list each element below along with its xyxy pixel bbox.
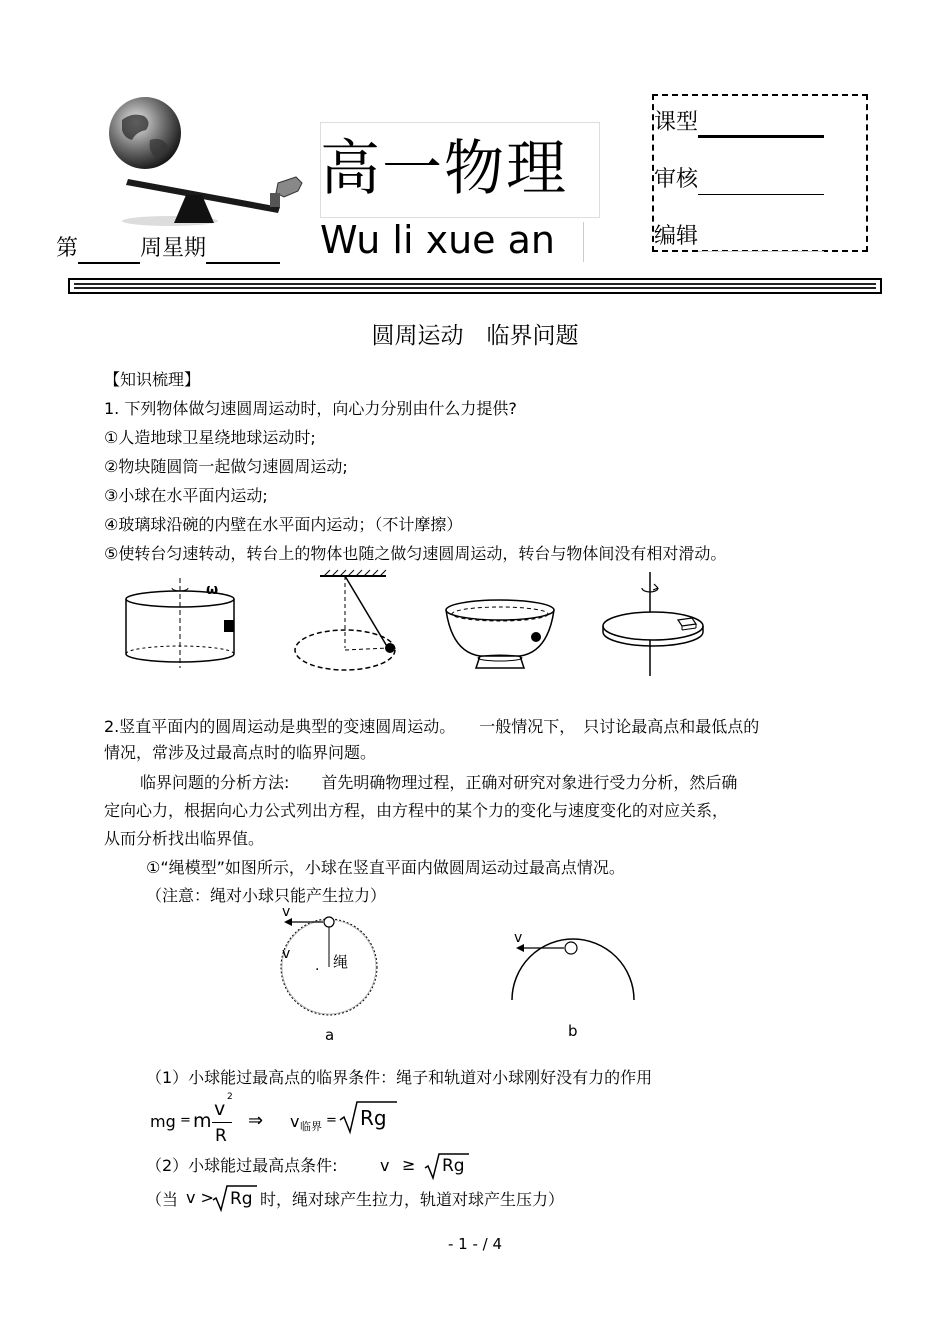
cond-v: v [380,1156,390,1175]
eq-root-Rg: Rg [360,1106,387,1130]
cond3-v: v > [186,1188,214,1207]
eq-v: v [290,1112,300,1131]
field-label-review: 审核 [654,167,699,192]
velocity-label-a: v [282,904,291,920]
eq-subscript-critical: 临界 [300,1120,322,1133]
item-4: ④玻璃球沿碗的内壁在水平面内运动；（不计摩擦） [104,515,463,534]
track-arc-figure-b [500,926,650,1046]
week-line [56,234,280,264]
eq-implies-arrow: ⇒ [248,1110,264,1131]
condition-3 [146,1184,626,1216]
field-course-type [654,108,824,138]
weekday-blank[interactable] [206,244,280,264]
rope-model-note: （注意：绳对小球只能产生拉力） [146,886,387,905]
center-dot: . [315,958,320,974]
field-editor [654,222,824,252]
figure-a-caption: a [325,1026,335,1044]
page-number: - 1 - / 4 [447,1235,503,1253]
seesaw-globe-logo [100,95,315,235]
doc-heading: 圆周运动 临界问题 [371,323,579,349]
section-tag: 【知识梳理】 [104,370,201,389]
week-prefix: 第 [56,236,79,261]
question-1: 1. 下列物体做匀速圆周运动时，向心力分别由什么力提供? [104,399,517,418]
paragraph-2-line-1: 2.竖直平面内的圆周运动是典型的变速圆周运动。 一般情况下， 只讨论最高点和最低点的 [104,717,760,736]
equation-critical-velocity [150,1092,450,1152]
figure-b-caption: b [568,1022,578,1040]
header-divider [68,278,882,294]
cond3-root-Rg: Rg [230,1189,253,1209]
page-title: 高一物理 [320,134,568,204]
cond-root-Rg: Rg [442,1156,465,1176]
rope-label: 绳 [333,953,349,971]
item-1: ①人造地球卫星绕地球运动时; [104,428,316,447]
editor-blank[interactable] [698,225,824,252]
equation-condition [380,1150,500,1182]
condition-2: （2）小球能过最高点条件: [146,1156,338,1175]
velocity-label-b: v [514,930,523,946]
eq-equals: = [180,1113,191,1128]
field-review [654,165,824,195]
condition-1: （1）小球能过最高点的临界条件：绳子和轨道对小球刚好没有力的作用 [146,1068,653,1087]
cond-ge: ≥ [402,1155,416,1174]
paragraph-3-line-2: 定向心力，根据向心力公式列出方程，由方程中的某个力的变化与速度变化的对应关系， [104,801,729,820]
cond3-suffix: 时，绳对球产生拉力，轨道对球产生压力） [260,1190,565,1209]
item-3: ③小球在水平面内运动; [104,486,268,505]
eq-m: m [193,1110,212,1132]
review-blank[interactable] [698,168,824,195]
eq-equals-2: = [326,1113,337,1128]
velocity-label-a2: v [282,946,291,962]
omega-label: ω [206,582,219,598]
rope-circle-figure-a [270,900,390,1050]
field-label-course-type: 课型 [654,110,699,135]
eq-sup-2: 2 [227,1092,233,1102]
bowl-figure [440,596,560,676]
week-mid: 周星期 [140,236,207,261]
turntable-figure [598,568,716,680]
subtitle-frame-right [583,222,584,262]
paragraph-3-line-3: 从而分析找出临界值。 [104,829,265,848]
cond3-prefix: （当 [146,1190,179,1209]
conical-pendulum-figure [290,568,410,678]
course-type-blank[interactable] [698,117,824,138]
eq-denominator-R: R [215,1126,227,1146]
week-number-blank[interactable] [78,244,140,264]
item-2: ②物块随圆筒一起做匀速圆周运动; [104,457,348,476]
item-5: ⑤使转台匀速转动，转台上的物体也随之做匀速圆周运动，转台与物体间没有相对滑动。 [104,544,727,563]
eq-fraction-bar [212,1122,232,1123]
field-label-editor: 编辑 [654,224,699,249]
cylinder-figure [120,574,250,672]
eq-mg: mg [150,1112,176,1131]
paragraph-2-line-2: 情况，常涉及过最高点时的临界问题。 [104,743,377,762]
eq-numerator-v: v [214,1098,226,1120]
page-subtitle: Wu li xue an [320,218,555,262]
paragraph-3-line-1: 临界问题的分析方法: 首先明确物理过程，正确对研究对象进行受力分析，然后确 [140,773,738,792]
rope-model-line: ①“绳模型”如图所示，小球在竖直平面内做圆周运动过最高点情况。 [146,858,625,877]
